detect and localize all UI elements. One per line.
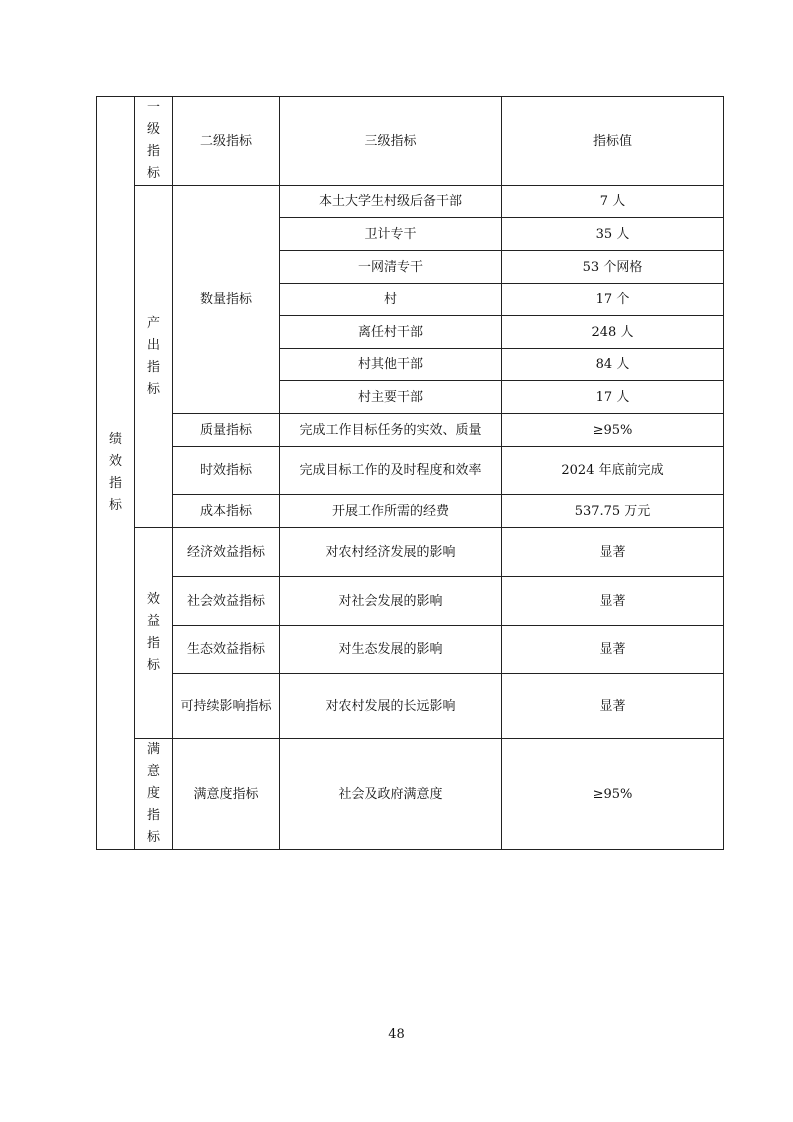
economic-subcategory: 经济效益指标 bbox=[173, 528, 280, 577]
timeliness-subcategory: 时效指标 bbox=[173, 447, 280, 495]
table-row bbox=[97, 186, 724, 218]
value-cell: 53 个网格 bbox=[502, 251, 724, 284]
value-cell: ≥95% bbox=[502, 414, 724, 447]
cost-subcategory: 成本指标 bbox=[173, 495, 280, 528]
value-cell: 7 人 bbox=[502, 186, 724, 218]
value-cell: 显著 bbox=[502, 674, 724, 739]
indicator-cell: 完成工作目标任务的实效、质量 bbox=[280, 414, 502, 447]
social-subcategory: 社会效益指标 bbox=[173, 577, 280, 626]
value-cell: 显著 bbox=[502, 577, 724, 626]
value-cell: 35 人 bbox=[502, 218, 724, 251]
indicator-cell: 开展工作所需的经费 bbox=[280, 495, 502, 528]
indicator-cell: 村 bbox=[280, 284, 502, 316]
table-row bbox=[97, 414, 724, 447]
table-row bbox=[97, 674, 724, 739]
value-cell: 17 个 bbox=[502, 284, 724, 316]
indicator-cell: 村其他干部 bbox=[280, 349, 502, 381]
header-value: 指标值 bbox=[502, 97, 724, 186]
value-cell: ≥95% bbox=[502, 739, 724, 850]
header-level1: 一级指标 bbox=[135, 97, 173, 186]
indicator-cell: 本土大学生村级后备干部 bbox=[280, 186, 502, 218]
indicator-cell: 离任村干部 bbox=[280, 316, 502, 349]
header-level3: 三级指标 bbox=[280, 97, 502, 186]
indicator-cell: 对农村发展的长远影响 bbox=[280, 674, 502, 739]
level0-label: 绩效指标 bbox=[108, 432, 122, 513]
indicator-cell: 对生态发展的影响 bbox=[280, 626, 502, 674]
benefit-category: 效益指标 bbox=[135, 528, 173, 739]
value-cell: 248 人 bbox=[502, 316, 724, 349]
page-number: 48 bbox=[388, 1027, 405, 1042]
value-cell: 537.75 万元 bbox=[502, 495, 724, 528]
table-row bbox=[97, 626, 724, 674]
value-cell: 显著 bbox=[502, 528, 724, 577]
level0-cell bbox=[97, 97, 135, 850]
table-row bbox=[97, 495, 724, 528]
performance-indicator-table bbox=[96, 96, 724, 850]
satisfaction-category: 满意度指标 bbox=[135, 739, 173, 850]
indicator-cell: 村主要干部 bbox=[280, 381, 502, 414]
value-cell: 显著 bbox=[502, 626, 724, 674]
sustainable-subcategory: 可持续影响指标 bbox=[173, 674, 280, 739]
table-row bbox=[97, 528, 724, 577]
header-level2: 二级指标 bbox=[173, 97, 280, 186]
indicator-cell: 卫计专干 bbox=[280, 218, 502, 251]
indicator-cell: 对农村经济发展的影响 bbox=[280, 528, 502, 577]
table-row bbox=[97, 739, 724, 850]
header-row bbox=[97, 97, 724, 186]
output-category: 产出指标 bbox=[135, 186, 173, 528]
indicator-cell: 对社会发展的影响 bbox=[280, 577, 502, 626]
indicator-cell: 完成目标工作的及时程度和效率 bbox=[280, 447, 502, 495]
value-cell: 17 人 bbox=[502, 381, 724, 414]
table-row bbox=[97, 447, 724, 495]
indicator-cell: 一网清专干 bbox=[280, 251, 502, 284]
indicator-cell: 社会及政府满意度 bbox=[280, 739, 502, 850]
quality-subcategory: 质量指标 bbox=[173, 414, 280, 447]
value-cell: 2024 年底前完成 bbox=[502, 447, 724, 495]
ecological-subcategory: 生态效益指标 bbox=[173, 626, 280, 674]
table-row bbox=[97, 577, 724, 626]
satisfaction-subcategory: 满意度指标 bbox=[173, 739, 280, 850]
quantity-subcategory: 数量指标 bbox=[173, 186, 280, 414]
value-cell: 84 人 bbox=[502, 349, 724, 381]
